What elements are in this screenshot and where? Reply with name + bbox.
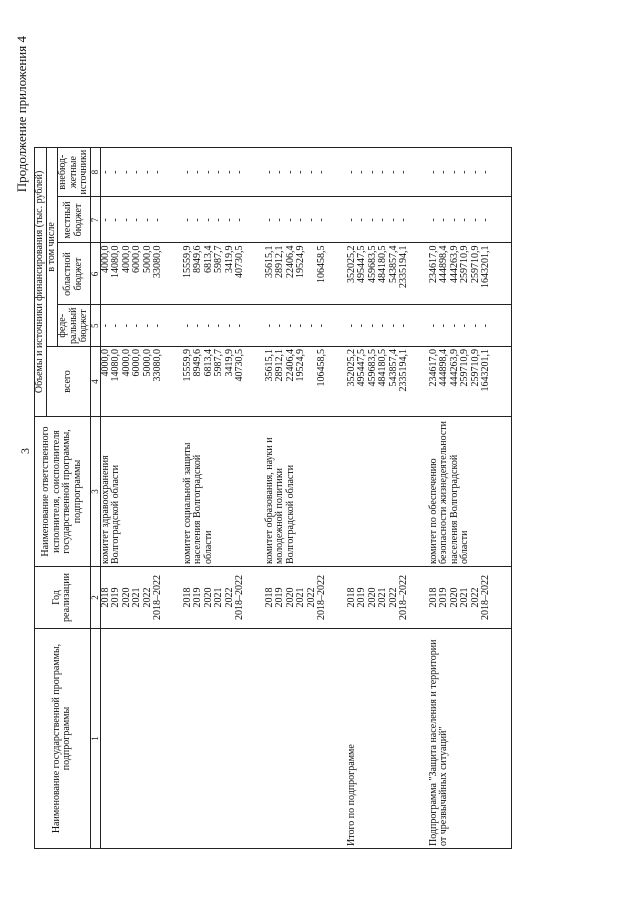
amount-value: -	[120, 218, 132, 222]
amount-value: 14080,0	[110, 349, 121, 382]
amount-value: 444263,9	[448, 349, 460, 387]
amount-value: 8949,6	[192, 349, 203, 377]
amount-value: -	[223, 218, 235, 222]
amount-value: 28912,1	[274, 245, 285, 278]
year-value: 2022	[223, 587, 235, 608]
amount-value: -	[427, 218, 439, 222]
year-value: 2021	[459, 587, 470, 608]
amount-value: -	[345, 324, 357, 328]
col-number: 2	[90, 567, 100, 629]
total-values	[265, 347, 347, 417]
regional-values	[265, 243, 347, 305]
table-row	[265, 147, 347, 848]
col-number: 7	[90, 197, 100, 243]
amount-value: 22406,4	[284, 245, 296, 278]
amount-value: -	[110, 170, 121, 174]
amount-value: 234617,0	[427, 349, 439, 387]
amount-value: -	[263, 170, 275, 174]
appendix-heading: Продолжение приложения 4	[14, 36, 29, 193]
year-cell	[347, 567, 429, 629]
amount-value: -	[141, 218, 153, 222]
extra-values	[429, 147, 512, 197]
year-value: 2021	[213, 587, 224, 608]
table-row	[183, 147, 265, 848]
amount-value: 352025,2	[345, 245, 357, 283]
amount-value: -	[99, 170, 111, 174]
amount-value: -	[356, 324, 367, 328]
amount-value: -	[284, 324, 296, 328]
amount-value: -	[274, 218, 285, 222]
amount-value: 484180,5	[377, 245, 388, 283]
amount-value: 15559,9	[181, 245, 193, 278]
amount-value: -	[192, 170, 203, 174]
amount-value: -	[316, 218, 327, 222]
amount-value: -	[213, 170, 224, 174]
amount-value: -	[181, 324, 193, 328]
amount-value: 4000,0	[99, 245, 111, 273]
amount-value: -	[284, 170, 296, 174]
extra-values	[265, 147, 347, 197]
year-value: 2022	[305, 587, 317, 608]
amount-value: -	[202, 218, 214, 222]
year-value: 2020	[202, 587, 214, 608]
year-value: 2019	[192, 587, 203, 608]
year-cell	[183, 567, 265, 629]
local-values	[183, 197, 265, 243]
regional-values	[347, 243, 429, 305]
amount-value: -	[305, 170, 317, 174]
amount-value: -	[131, 170, 142, 174]
year-value: 2018	[345, 587, 357, 608]
extra-values	[100, 147, 183, 197]
amount-value: -	[131, 218, 142, 222]
local-values	[265, 197, 347, 243]
amount-value: 6000,0	[131, 245, 142, 273]
program-name: Подпрограмма "Защита населения и территории от чрезвычайных ситуаций"	[429, 629, 512, 849]
federal-values	[347, 305, 429, 347]
table-row	[100, 147, 183, 848]
amount-value: -	[377, 324, 388, 328]
amount-value: -	[234, 170, 245, 174]
federal-values	[100, 305, 183, 347]
amount-value: -	[398, 170, 409, 174]
amount-value: 259710,9	[469, 245, 481, 283]
amount-value: -	[202, 324, 214, 328]
amount-value: -	[438, 170, 449, 174]
amount-value: -	[469, 170, 481, 174]
amount-value: -	[427, 170, 439, 174]
header-volumes: Объемы и источники финансирования (тыс. рублей)	[35, 147, 47, 416]
amount-value: -	[295, 218, 306, 222]
total-values	[347, 347, 429, 417]
amount-value: 484180,5	[377, 349, 388, 387]
regional-values	[183, 243, 265, 305]
amount-value: -	[181, 170, 193, 174]
amount-value: 234617,0	[427, 245, 439, 283]
year-value: 2019	[110, 587, 121, 608]
amount-value: -	[398, 218, 409, 222]
year-value: 2022	[141, 587, 153, 608]
year-value: 2018	[181, 587, 193, 608]
amount-value: 444898,4	[438, 349, 449, 387]
year-value: 2020	[120, 587, 132, 608]
amount-value: -	[345, 218, 357, 222]
year-value: 2019	[356, 587, 367, 608]
amount-value: -	[234, 324, 245, 328]
amount-value: -	[274, 170, 285, 174]
amount-value: -	[202, 170, 214, 174]
amount-value: -	[295, 324, 306, 328]
amount-value: -	[387, 218, 399, 222]
amount-value: 543857,4	[387, 245, 399, 283]
local-values	[429, 197, 512, 243]
amount-value: -	[438, 218, 449, 222]
program-name	[183, 629, 265, 849]
amount-value: -	[120, 170, 132, 174]
program-name	[265, 629, 347, 849]
amount-value: 14080,0	[110, 245, 121, 278]
local-values	[347, 197, 429, 243]
year-value: 2021	[377, 587, 388, 608]
header-year: Год реализации	[35, 567, 91, 629]
amount-value: -	[120, 324, 132, 328]
amount-value: -	[263, 218, 275, 222]
amount-value: -	[377, 170, 388, 174]
year-value: 2018–2022	[234, 575, 245, 620]
amount-value: -	[131, 324, 142, 328]
total-values	[183, 347, 265, 417]
amount-value: -	[152, 324, 163, 328]
amount-value: -	[192, 324, 203, 328]
amount-value: -	[366, 218, 378, 222]
amount-value: -	[480, 324, 491, 328]
amount-value: 33080,0	[152, 245, 163, 278]
amount-value: 2335194,1	[398, 349, 409, 392]
table-header	[35, 147, 101, 848]
extra-values	[347, 147, 429, 197]
year-cell	[100, 567, 183, 629]
amount-value: -	[274, 324, 285, 328]
col-number: 6	[90, 243, 100, 305]
amount-value: -	[110, 324, 121, 328]
amount-value: 259710,9	[459, 245, 470, 283]
amount-value: -	[398, 324, 409, 328]
year-value: 2021	[131, 587, 142, 608]
amount-value: -	[223, 170, 235, 174]
program-name: Итого по подпрограмме	[347, 629, 429, 849]
amount-value: -	[181, 218, 193, 222]
amount-value: -	[141, 170, 153, 174]
regional-values	[429, 243, 512, 305]
amount-value: 444263,9	[448, 245, 460, 283]
amount-value: 35615,1	[263, 245, 275, 278]
amount-value: 543857,4	[387, 349, 399, 387]
year-value: 2020	[448, 587, 460, 608]
amount-value: 459683,5	[366, 245, 378, 283]
year-value: 2018–2022	[480, 575, 491, 620]
amount-value: -	[223, 324, 235, 328]
year-value: 2018	[99, 587, 111, 608]
amount-value: -	[448, 170, 460, 174]
year-value: 2018–2022	[316, 575, 327, 620]
financing-table	[34, 147, 512, 849]
header-federal: феде-ральный бюджет	[58, 305, 91, 347]
amount-value: 106458,5	[316, 349, 327, 387]
amount-value: -	[366, 170, 378, 174]
amount-value: -	[469, 218, 481, 222]
amount-value: 495447,5	[356, 245, 367, 283]
amount-value: -	[448, 218, 460, 222]
page-number: 3	[18, 448, 32, 454]
amount-value: -	[459, 218, 470, 222]
amount-value: 40730,5	[234, 349, 245, 382]
header-including: в том числе	[46, 147, 58, 346]
amount-value: -	[356, 170, 367, 174]
col-number: 4	[90, 347, 100, 417]
year-value: 2020	[284, 587, 296, 608]
col-number: 5	[90, 305, 100, 347]
year-value: 2019	[438, 587, 449, 608]
amount-value: -	[99, 324, 111, 328]
year-value: 2021	[295, 587, 306, 608]
col-number: 1	[90, 629, 100, 849]
header-local: местный бюджет	[58, 197, 91, 243]
program-name	[100, 629, 183, 849]
executor-name	[347, 417, 429, 567]
amount-value: -	[305, 324, 317, 328]
amount-value: -	[448, 324, 460, 328]
amount-value: 3419,9	[223, 245, 235, 273]
amount-value: -	[213, 218, 224, 222]
amount-value: 33080,0	[152, 349, 163, 382]
amount-value: -	[366, 324, 378, 328]
amount-value: 5987,7	[213, 245, 224, 273]
amount-value: -	[356, 218, 367, 222]
year-value: 2018	[427, 587, 439, 608]
amount-value: 495447,5	[356, 349, 367, 387]
amount-value: 1643201,1	[480, 349, 491, 392]
column-number-row	[90, 147, 100, 848]
amount-value: -	[438, 324, 449, 328]
amount-value: -	[263, 324, 275, 328]
amount-value: 4000,0	[99, 349, 111, 377]
col-number: 8	[90, 147, 100, 197]
amount-value: 4000,0	[120, 349, 132, 377]
year-value: 2022	[387, 587, 399, 608]
table-body	[100, 147, 511, 848]
amount-value: -	[459, 170, 470, 174]
amount-value: -	[480, 170, 491, 174]
col-number: 3	[90, 417, 100, 567]
amount-value: 259710,9	[469, 349, 481, 387]
amount-value: -	[213, 324, 224, 328]
amount-value: 5000,0	[141, 349, 153, 377]
amount-value: 28912,1	[274, 349, 285, 382]
amount-value: -	[316, 170, 327, 174]
year-value: 2022	[469, 587, 481, 608]
executor-name: комитет социальной защиты населения Волгоградской области	[183, 417, 265, 567]
executor-name: комитет здравоохранения Волгоградской области	[100, 417, 183, 567]
federal-values	[429, 305, 512, 347]
local-values	[100, 197, 183, 243]
amount-value: -	[387, 170, 399, 174]
amount-value: -	[152, 218, 163, 222]
year-value: 2018–2022	[398, 575, 409, 620]
amount-value: 444898,4	[438, 245, 449, 283]
amount-value: -	[110, 218, 121, 222]
federal-values	[183, 305, 265, 347]
amount-value: 459683,5	[366, 349, 378, 387]
amount-value: 40730,5	[234, 245, 245, 278]
executor-name: комитет образования, науки и молодежной политики Волгоградской области	[265, 417, 347, 567]
amount-value: 6813,4	[202, 349, 214, 377]
year-value: 2020	[366, 587, 378, 608]
amount-value: -	[377, 218, 388, 222]
amount-value: -	[99, 218, 111, 222]
amount-value: 35615,1	[263, 349, 275, 382]
amount-value: 5987,7	[213, 349, 224, 377]
header-regional: областной бюджет	[58, 243, 91, 305]
extra-values	[183, 147, 265, 197]
amount-value: -	[345, 170, 357, 174]
amount-value: -	[192, 218, 203, 222]
amount-value: -	[141, 324, 153, 328]
amount-value: -	[427, 324, 439, 328]
header-executor: Наименование ответственного исполнителя, соисполнителя государственной программы, подпрограммы	[35, 417, 91, 567]
amount-value: -	[480, 218, 491, 222]
amount-value: 3419,9	[223, 349, 235, 377]
amount-value: -	[316, 324, 327, 328]
amount-value: 352025,2	[345, 349, 357, 387]
amount-value: 2335194,1	[398, 245, 409, 288]
header-total: всего	[46, 347, 90, 417]
amount-value: -	[387, 324, 399, 328]
year-value: 2018	[263, 587, 275, 608]
amount-value: 1643201,1	[480, 245, 491, 288]
amount-value: -	[459, 324, 470, 328]
total-values	[100, 347, 183, 417]
header-program: Наименование государственной программы, подпрограммы	[35, 629, 91, 849]
federal-values	[265, 305, 347, 347]
year-value: 2018–2022	[152, 575, 163, 620]
amount-value: 8949,6	[192, 245, 203, 273]
total-values	[429, 347, 512, 417]
amount-value: -	[305, 218, 317, 222]
year-cell	[429, 567, 512, 629]
amount-value: -	[284, 218, 296, 222]
amount-value: -	[152, 170, 163, 174]
amount-value: 6813,4	[202, 245, 214, 273]
amount-value: 106458,5	[316, 245, 327, 283]
amount-value: 6000,0	[131, 349, 142, 377]
year-cell	[265, 567, 347, 629]
table-row	[429, 147, 512, 848]
amount-value: 4000,0	[120, 245, 132, 273]
amount-value: 22406,4	[284, 349, 296, 382]
year-value: 2019	[274, 587, 285, 608]
table-row	[347, 147, 429, 848]
amount-value: 15559,9	[181, 349, 193, 382]
header-extra: внебюд-жетные источники	[58, 147, 91, 197]
amount-value: -	[234, 218, 245, 222]
amount-value: 259710,9	[459, 349, 470, 387]
amount-value: 19524,9	[295, 245, 306, 278]
amount-value: 19524,9	[295, 349, 306, 382]
amount-value: -	[295, 170, 306, 174]
executor-name: комитет по обеспечению безопасности жизнедеятельности населения Волгоградской области	[429, 417, 512, 567]
amount-value: 5000,0	[141, 245, 153, 273]
regional-values	[100, 243, 183, 305]
amount-value: -	[469, 324, 481, 328]
